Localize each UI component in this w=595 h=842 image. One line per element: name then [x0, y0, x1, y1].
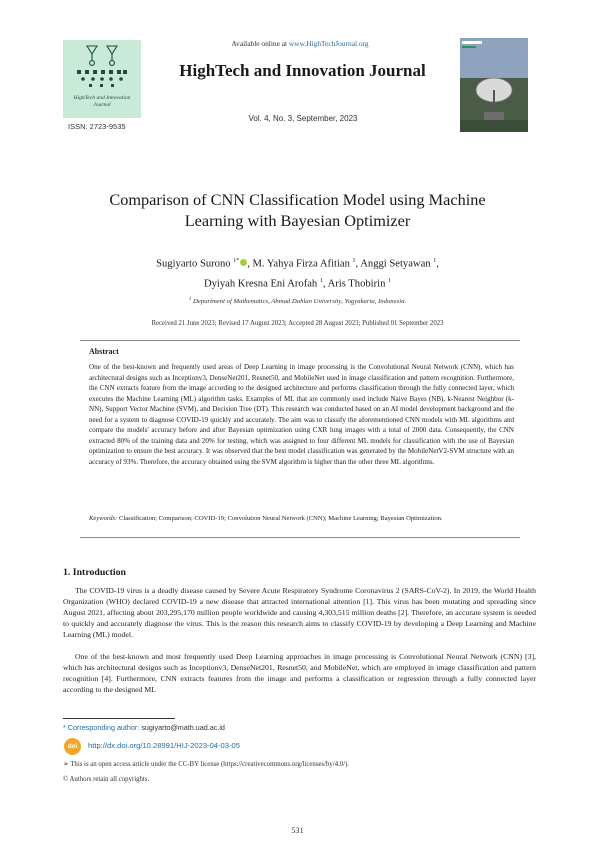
logo-text-line2: Journal: [93, 102, 111, 108]
publication-dates: Received 21 June 2023; Revised 17 August 2023; Accepted 28 August 2023; Published 01 September 2023: [151, 320, 444, 327]
copyright-note: © Authors retain all copyrights.: [63, 776, 150, 783]
article-title: Comparison of CNN Classification Model using Machine Learning with Bayesian Optimizer: [109, 190, 486, 230]
affiliation-text: Department of Mathematics, Ahmad Dahlan University, Yogyakarta, Indonesia.: [191, 298, 407, 306]
doi-link[interactable]: http://dx.doi.org/10.28991/HIJ-2023-04-03-05: [88, 741, 240, 750]
doi-icon: doi: [64, 738, 81, 755]
author-1-sup: 1*: [233, 258, 240, 264]
journal-cover-image: [460, 38, 528, 132]
license-note: ➢ This is an open access article under the CC-BY license (https://creativecommons.org/licenses/by/4.0/).: [63, 761, 350, 768]
keywords-label: Keywords:: [89, 515, 118, 522]
footnote-divider: [63, 718, 175, 719]
author-2-sup: 1: [352, 258, 356, 264]
page-number: 531: [291, 826, 304, 835]
issn: ISSN: 2723-9535: [68, 122, 126, 131]
section-heading-introduction: 1. Introduction: [63, 567, 126, 578]
journal-emblem-icon: [63, 40, 141, 100]
abstract-heading: Abstract: [89, 347, 119, 356]
intro-paragraph-1: The COVID-19 virus is a deadly disease caused by Severe Acute Respiratory Syndrome Coronavirus 2 (SARS-CoV-2). In 2019, the World Health Organization (WHO) declared COVID-19 a new disease that attracted international attention [1]. This virus has been mutating and spreading since August 2021, affecting about 203,295,170 million people worldwide and causing 4,303,515 million deaths [2]. Therefore, an accurate system is needed to quickly and accurately diagnose the virus. This is the reason this research aims to classify COVID-19 by developing a Deep Learning and Machine Learning (ML) model.: [63, 586, 536, 640]
journal-title: HighTech and Innovation Journal: [179, 61, 426, 80]
author-1: Sugiyarto Surono: [156, 258, 234, 270]
authors-line1-end: ,: [436, 258, 439, 270]
corresponding-author: [63, 723, 225, 732]
logo-text-line1: HighTech and Innovation: [73, 95, 131, 101]
corresponding-label: * Corresponding author:: [63, 723, 140, 732]
author-5-sup: 1: [388, 277, 392, 284]
available-online: [150, 39, 450, 48]
keywords: [89, 515, 519, 522]
authors-line-2: [100, 273, 495, 293]
available-prefix: Available online at: [231, 39, 289, 48]
author-3: , Anggi Setyawan: [355, 258, 434, 270]
journal-website-link[interactable]: www.HighTechJournal.org: [288, 39, 369, 48]
corresponding-email[interactable]: sugiyarto@math.uad.ac.id: [139, 723, 225, 732]
author-3-sup: 1: [433, 258, 437, 264]
cover-radio-telescope-icon: [460, 38, 528, 132]
journal-logo: [63, 40, 141, 118]
keywords-list: Classification; Comparison; COVID-19; Convolution Neural Network (CNN); Machine Learning; Bayesian Optimization.: [117, 515, 443, 522]
author-4-sup: 1: [319, 277, 323, 284]
intro-paragraph-2: One of the best-known and most frequently used Deep Learning approaches in image processing is Convolutional Neural Network (CNN) [3], which has architectural designs such as Inceptionv3, DenseNet201, Resnet50, and MobileNet, which are employed in image classification and pattern recognition [4]. Furthermore, CNN extracts features from the image and performs a classification or regression through a fully connected layer according to the designed ML: [63, 652, 536, 695]
abstract-text: One of the best-known and frequently used areas of Deep Learning in image processing is the Convolutional Neural Network (CNN), which has architectural designs such as Inceptionv3, DenseNet201, Resnet50, and MobileNet used in image classification and pattern recognition. Furthermore, the CNN extracts feature from the image according to the designed architecture and performs classification through the fully connected layer, which executes the Machine Learning (ML) algorithm tasks. Examples of ML that are commonly used include Naive Bayes (NB), k-Nearest Neighbor (k-NN), Support Vector Machine (SVM), and Decision Tree (DT). This research was conducted based on an AI model development background and the need for a system to diagnose COVID-19 quickly and accurately. The aim was to classify the aforementioned CNN models with ML algorithms and compare the models' accuracy before and after Bayesian optimization using CXR lung images with a total of 2000 data. Consequently, the CNN extracted 80% of the training data and 20% for testing, which was assigned to four different ML models for classification with the use of Bayesian optimization to ensure the best accuracy. It was observed that the best model classification was generated by the MobileNetV2-SVM structure with an accuracy of 93%. Therefore, the accuracy obtained using the SVM algorithm is higher than the other three ML algorithms.: [89, 363, 514, 466]
volume-info: Vol. 4, No. 3, September, 2023: [248, 114, 358, 123]
authors: [100, 253, 495, 292]
author-4: Dyiyah Kresna Eni Arofah: [203, 278, 320, 290]
affiliation-sup: 1: [188, 297, 192, 302]
author-5: , Aris Thobirin: [322, 278, 389, 290]
author-2: , M. Yahya Firza Afitian: [247, 258, 353, 270]
authors-line-1: [100, 253, 495, 273]
affiliation: [100, 297, 495, 305]
